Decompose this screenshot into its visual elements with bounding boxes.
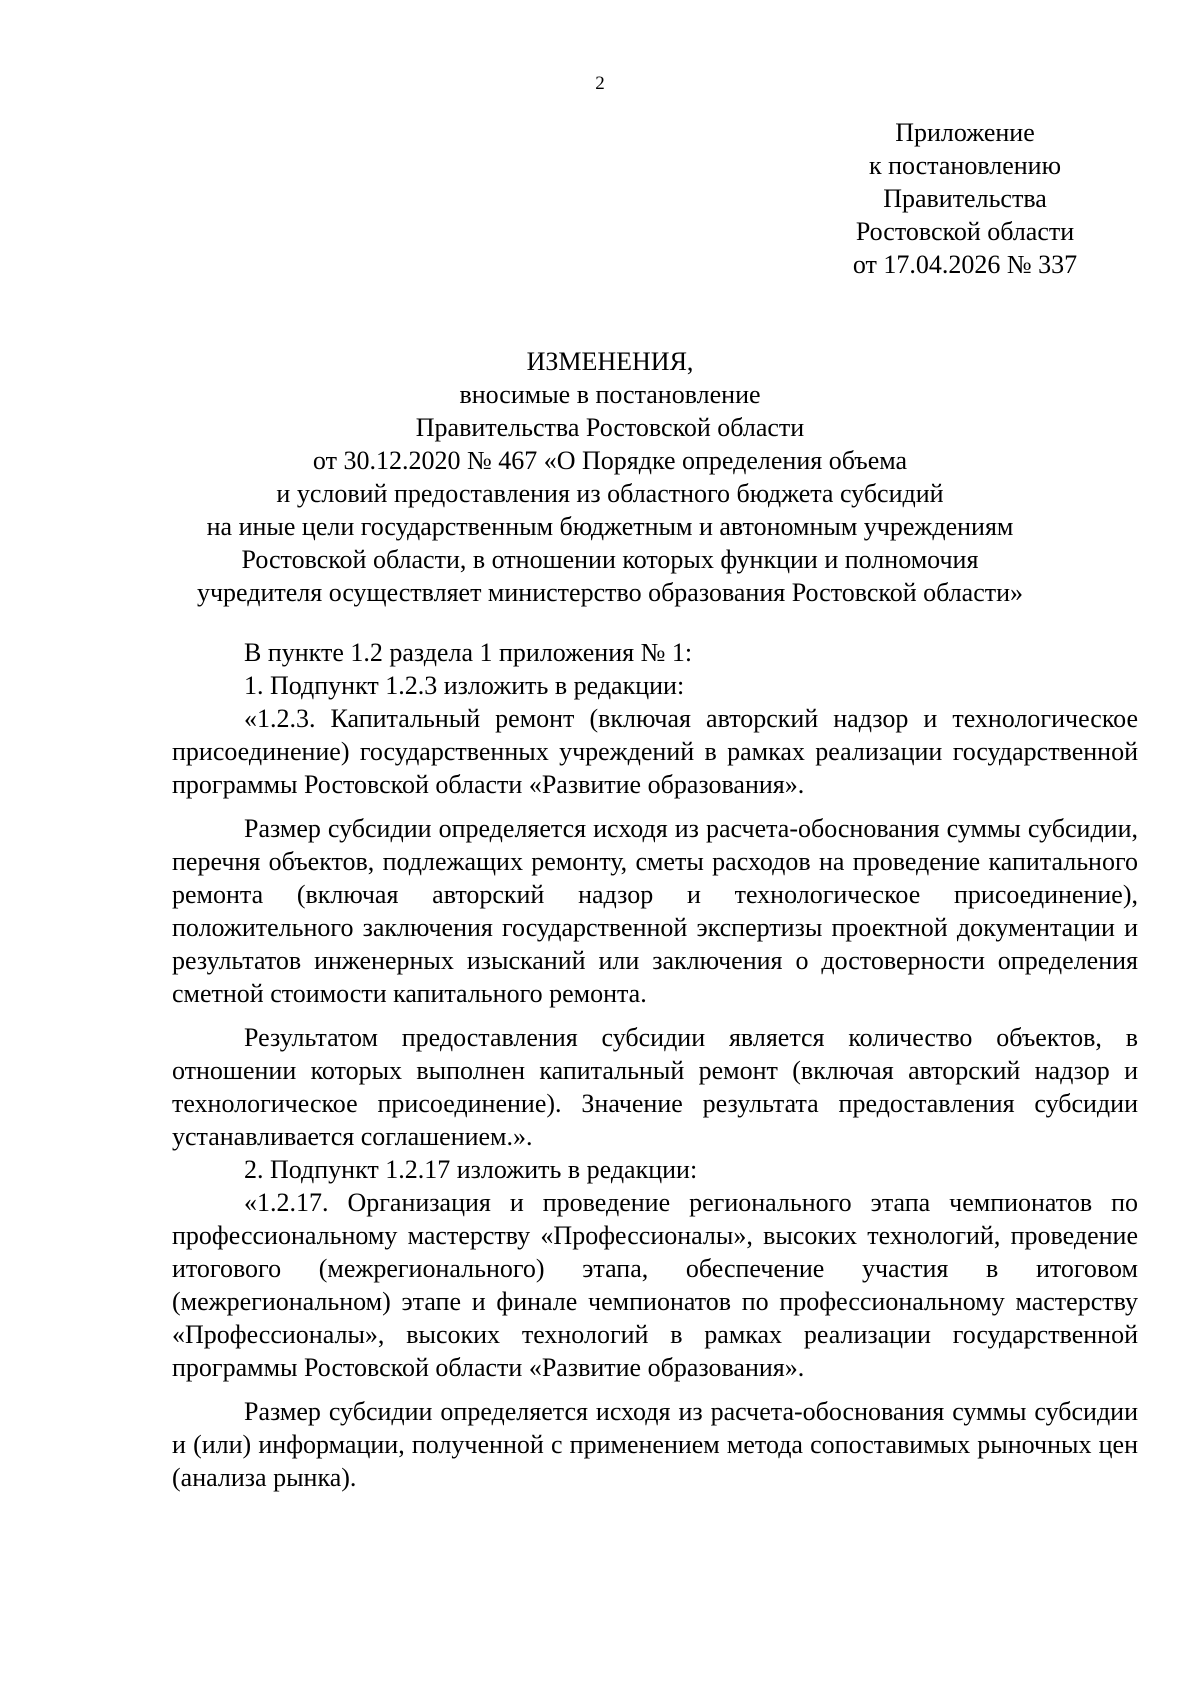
title-line: на иные цели государственным бюджетным и автономным учреждениям (206, 512, 1014, 541)
item1-result-paragraph: Результатом предоставления субсидии является количество объектов, в отношении которых выполнен капитальный ремонт (включая авторский надзор и технологическое присоединение). Значение результата предоставления субсидии устанавливается соглашением.». (172, 1023, 1138, 1151)
appendix-line: Ростовской области (855, 217, 1075, 246)
item1-size-paragraph: Размер субсидии определяется исходя из расчета-обоснования суммы субсидии, перечня объектов, подлежащих ремонту, сметы расходов на проведение капитального ремонта (включая авторский надзор и технологическое присоединение), положительного заключения государственной экспертизы проектной документации и результатов инженерных изысканий или заключения о достоверности определения сметной стоимости капитального ремонта. (172, 814, 1138, 1008)
item1-text: «1.2.3. Капитальный ремонт (включая авторский надзор и технологическое присоединение) государственных учреждений в рамках реализации государственной программы Ростовской области «Развитие образования». (172, 704, 1138, 799)
item2-size-paragraph: Размер субсидии определяется исходя из расчета-обоснования суммы субсидии и (или) информации, полученной с применением метода сопоставимых рыночных цен (анализа рынка). (172, 1397, 1138, 1492)
appendix-line: Приложение (895, 118, 1035, 147)
title-line: Правительства Ростовской области (415, 413, 805, 442)
title-line: вносимые в постановление (459, 380, 761, 409)
title-line: Ростовской области, в отношении которых функции и полномочия (241, 545, 979, 574)
intro-paragraph: В пункте 1.2 раздела 1 приложения № 1: (244, 638, 693, 667)
item2-text: «1.2.17. Организация и проведение регионального этапа чемпионатов по профессиональному мастерству «Профессионалы», высоких технологий, проведение итогового (межрегионального) этапа, обеспечение участия в итоговом (межрегиональном) этапе и финале чемпионатов по профессиональному мастерству «Профессионалы», высоких технологий в рамках реализации государственной программы Ростовской области «Развитие образования». (172, 1188, 1138, 1382)
appendix-line: Правительства (883, 184, 1047, 213)
item1-heading: 1. Подпункт 1.2.3 изложить в редакции: (244, 671, 685, 700)
document-title-block (160, 345, 1060, 609)
appendix-line: к постановлению (868, 151, 1062, 180)
document-heading: ИЗМЕНЕНИЯ, (526, 347, 694, 376)
appendix-line: от 17.04.2026 № 337 (852, 250, 1078, 279)
document-body (172, 636, 1138, 1494)
title-line: и условий предоставления из областного бюджета субсидий (276, 479, 944, 508)
title-line: от 30.12.2020 № 467 «О Порядке определения объема (312, 446, 908, 475)
page-number: 2 (595, 73, 605, 94)
title-line: учредителя осуществляет министерство образования Ростовской области» (196, 578, 1024, 607)
item2-heading: 2. Подпункт 1.2.17 изложить в редакции: (244, 1155, 698, 1184)
appendix-block (800, 116, 1130, 281)
